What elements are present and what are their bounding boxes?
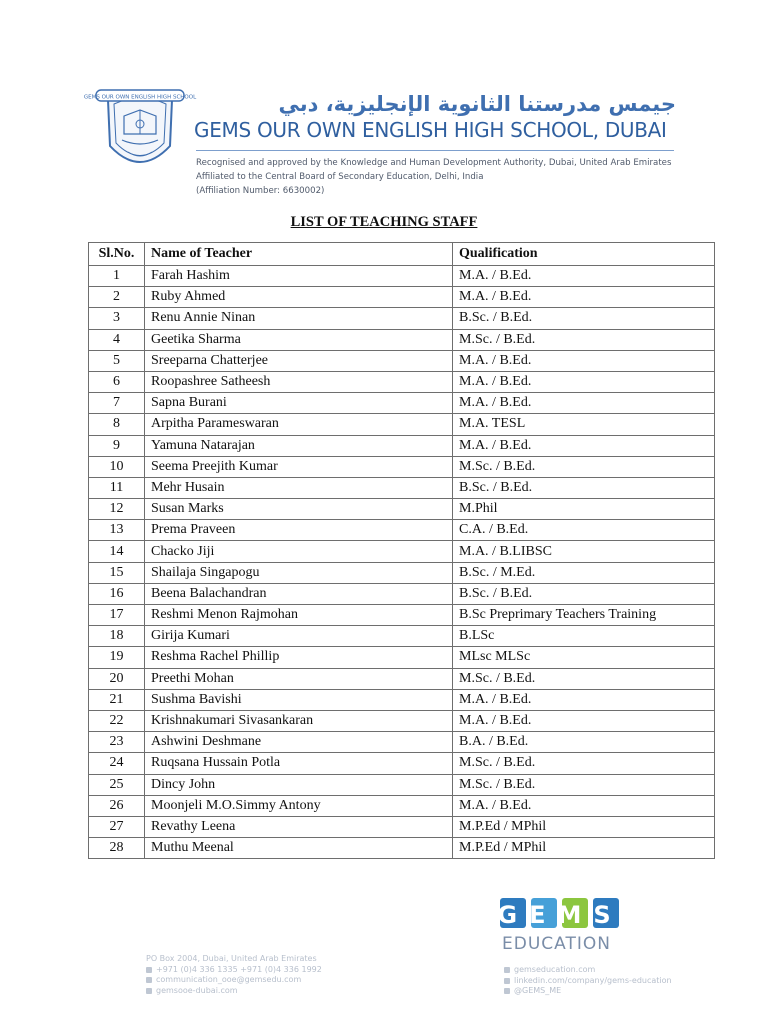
footer-website: gemsooe-dubai.com (146, 986, 322, 997)
cell-qualification: M.A. / B.LIBSC (453, 541, 715, 562)
cell-qualification: M.A. / B.Ed. (453, 266, 715, 287)
table-header-row (89, 243, 715, 266)
cell-teacher-name: Beena Balachandran (145, 583, 453, 604)
globe-icon (504, 967, 510, 973)
cell-sl-no: 6 (89, 371, 145, 392)
cell-sl-no: 7 (89, 393, 145, 414)
table-row (89, 583, 715, 604)
cell-qualification: M.A. / B.Ed. (453, 795, 715, 816)
cell-teacher-name: Renu Annie Ninan (145, 308, 453, 329)
cell-sl-no: 13 (89, 520, 145, 541)
cell-teacher-name: Geetika Sharma (145, 329, 453, 350)
header-qualification: Qualification (453, 243, 715, 266)
cell-qualification: M.A. / B.Ed. (453, 689, 715, 710)
cell-teacher-name: Sreeparna Chatterjee (145, 350, 453, 371)
cell-sl-no: 2 (89, 287, 145, 308)
cell-sl-no: 9 (89, 435, 145, 456)
cell-sl-no: 16 (89, 583, 145, 604)
footer-linkedin: linkedin.com/company/gems-education (504, 976, 672, 987)
cell-sl-no: 23 (89, 732, 145, 753)
cell-sl-no: 4 (89, 329, 145, 350)
cell-teacher-name: Mehr Husain (145, 477, 453, 498)
twitter-icon (504, 988, 510, 994)
footer-contact-right (504, 965, 672, 997)
cell-teacher-name: Prema Praveen (145, 520, 453, 541)
cell-qualification: M.Phil (453, 499, 715, 520)
cell-teacher-name: Reshma Rachel Phillip (145, 647, 453, 668)
cell-qualification: M.Sc. / B.Ed. (453, 456, 715, 477)
cell-qualification: M.A. / B.Ed. (453, 287, 715, 308)
cell-sl-no: 17 (89, 605, 145, 626)
cell-qualification: M.A. / B.Ed. (453, 710, 715, 731)
table-row (89, 371, 715, 392)
table-row (89, 541, 715, 562)
cell-sl-no: 25 (89, 774, 145, 795)
cell-sl-no: 10 (89, 456, 145, 477)
school-name-arabic: جيمس مدرستنا الثانوية الإنجليزية، دبي (278, 92, 676, 116)
table-row (89, 520, 715, 541)
table-row (89, 350, 715, 371)
cell-qualification: B.Sc. / M.Ed. (453, 562, 715, 583)
gems-logo-text: GEMS (497, 901, 623, 929)
table-row (89, 393, 715, 414)
table-row (89, 435, 715, 456)
cell-teacher-name: Revathy Leena (145, 816, 453, 837)
table-row (89, 816, 715, 837)
cell-teacher-name: Ruqsana Hussain Potla (145, 753, 453, 774)
cell-qualification: B.Sc. / B.Ed. (453, 583, 715, 604)
cell-sl-no: 8 (89, 414, 145, 435)
cell-teacher-name: Krishnakumari Sivasankaran (145, 710, 453, 731)
cell-sl-no: 27 (89, 816, 145, 837)
header-teacher-name: Name of Teacher (145, 243, 453, 266)
table-row (89, 329, 715, 350)
cell-teacher-name: Dincy John (145, 774, 453, 795)
cell-teacher-name: Farah Hashim (145, 266, 453, 287)
cell-sl-no: 28 (89, 838, 145, 859)
cell-teacher-name: Sushma Bavishi (145, 689, 453, 710)
cell-qualification: B.Sc. / B.Ed. (453, 308, 715, 329)
table-row (89, 732, 715, 753)
footer-email: communication_ooe@gemsedu.com (146, 975, 322, 986)
cell-sl-no: 1 (89, 266, 145, 287)
cell-sl-no: 21 (89, 689, 145, 710)
cell-teacher-name: Yamuna Natarajan (145, 435, 453, 456)
cell-teacher-name: Seema Preejith Kumar (145, 456, 453, 477)
table-row (89, 626, 715, 647)
cell-teacher-name: Ruby Ahmed (145, 287, 453, 308)
school-crest-icon (83, 82, 197, 182)
cell-teacher-name: Sapna Burani (145, 393, 453, 414)
teaching-staff-table (88, 242, 715, 859)
cell-sl-no: 14 (89, 541, 145, 562)
cell-qualification: B.Sc. / B.Ed. (453, 477, 715, 498)
cell-teacher-name: Chacko Jiji (145, 541, 453, 562)
table-row (89, 647, 715, 668)
table-row (89, 753, 715, 774)
crest-banner-text: GEMS OUR OWN ENGLISH HIGH SCHOOL (83, 94, 197, 101)
cell-qualification: M.Sc. / B.Ed. (453, 329, 715, 350)
cell-qualification: M.A. / B.Ed. (453, 435, 715, 456)
cell-qualification: M.A. / B.Ed. (453, 393, 715, 414)
phone-icon (146, 967, 152, 973)
cell-sl-no: 18 (89, 626, 145, 647)
cell-teacher-name: Moonjeli M.O.Simmy Antony (145, 795, 453, 816)
document-title: LIST OF TEACHING STAFF (290, 214, 478, 230)
cell-qualification: B.LSc (453, 626, 715, 647)
cell-qualification: M.P.Ed / MPhil (453, 838, 715, 859)
recognition-line: Recognised and approved by the Knowledge and Human Development Authority, Dubai, United Arab Emirates (196, 158, 672, 168)
cell-teacher-name: Arpitha Parameswaran (145, 414, 453, 435)
footer-twitter: @GEMS_ME (504, 986, 672, 997)
cell-qualification: M.A. / B.Ed. (453, 350, 715, 371)
cell-qualification: M.A. TESL (453, 414, 715, 435)
cell-teacher-name: Susan Marks (145, 499, 453, 520)
linkedin-icon (504, 978, 510, 984)
table-row (89, 689, 715, 710)
header-sl-no: Sl.No. (89, 243, 145, 266)
table-row (89, 710, 715, 731)
header-divider (196, 150, 674, 151)
table-row (89, 287, 715, 308)
table-row (89, 477, 715, 498)
cell-sl-no: 22 (89, 710, 145, 731)
table-row (89, 266, 715, 287)
cell-sl-no: 15 (89, 562, 145, 583)
cell-teacher-name: Girija Kumari (145, 626, 453, 647)
footer-contact-left (146, 954, 322, 996)
cell-teacher-name: Muthu Meenal (145, 838, 453, 859)
school-name: GEMS OUR OWN ENGLISH HIGH SCHOOL, DUBAI (194, 118, 667, 142)
table-row (89, 795, 715, 816)
cell-sl-no: 20 (89, 668, 145, 689)
table-row (89, 499, 715, 520)
cell-sl-no: 26 (89, 795, 145, 816)
globe-icon (146, 988, 152, 994)
cell-sl-no: 11 (89, 477, 145, 498)
affiliation-line: Affiliated to the Central Board of Secondary Education, Delhi, India (196, 172, 484, 182)
cell-teacher-name: Preethi Mohan (145, 668, 453, 689)
cell-qualification: M.P.Ed / MPhil (453, 816, 715, 837)
cell-teacher-name: Ashwini Deshmane (145, 732, 453, 753)
cell-qualification: M.A. / B.Ed. (453, 371, 715, 392)
cell-sl-no: 3 (89, 308, 145, 329)
cell-qualification: C.A. / B.Ed. (453, 520, 715, 541)
email-icon (146, 977, 152, 983)
cell-qualification: B.A. / B.Ed. (453, 732, 715, 753)
table-row (89, 668, 715, 689)
cell-teacher-name: Roopashree Satheesh (145, 371, 453, 392)
cell-qualification: M.Sc. / B.Ed. (453, 668, 715, 689)
gems-logo-icon (497, 896, 623, 934)
education-label: EDUCATION (502, 934, 611, 954)
cell-teacher-name: Shailaja Singapogu (145, 562, 453, 583)
table-row (89, 562, 715, 583)
cell-teacher-name: Reshmi Menon Rajmohan (145, 605, 453, 626)
table-row (89, 456, 715, 477)
footer-phone: +971 (0)4 336 1335 +971 (0)4 336 1992 (146, 965, 322, 976)
affiliation-number: (Affiliation Number: 6630002) (196, 186, 325, 196)
cell-sl-no: 5 (89, 350, 145, 371)
table-row (89, 414, 715, 435)
cell-sl-no: 24 (89, 753, 145, 774)
cell-qualification: MLsc MLSc (453, 647, 715, 668)
cell-qualification: B.Sc Preprimary Teachers Training (453, 605, 715, 626)
cell-sl-no: 12 (89, 499, 145, 520)
footer-web: gemseducation.com (504, 965, 672, 976)
cell-sl-no: 19 (89, 647, 145, 668)
table-row (89, 308, 715, 329)
table-row (89, 605, 715, 626)
cell-qualification: M.Sc. / B.Ed. (453, 774, 715, 795)
footer-address: PO Box 2004, Dubai, United Arab Emirates (146, 954, 317, 963)
table-row (89, 838, 715, 859)
table-row (89, 774, 715, 795)
cell-qualification: M.Sc. / B.Ed. (453, 753, 715, 774)
